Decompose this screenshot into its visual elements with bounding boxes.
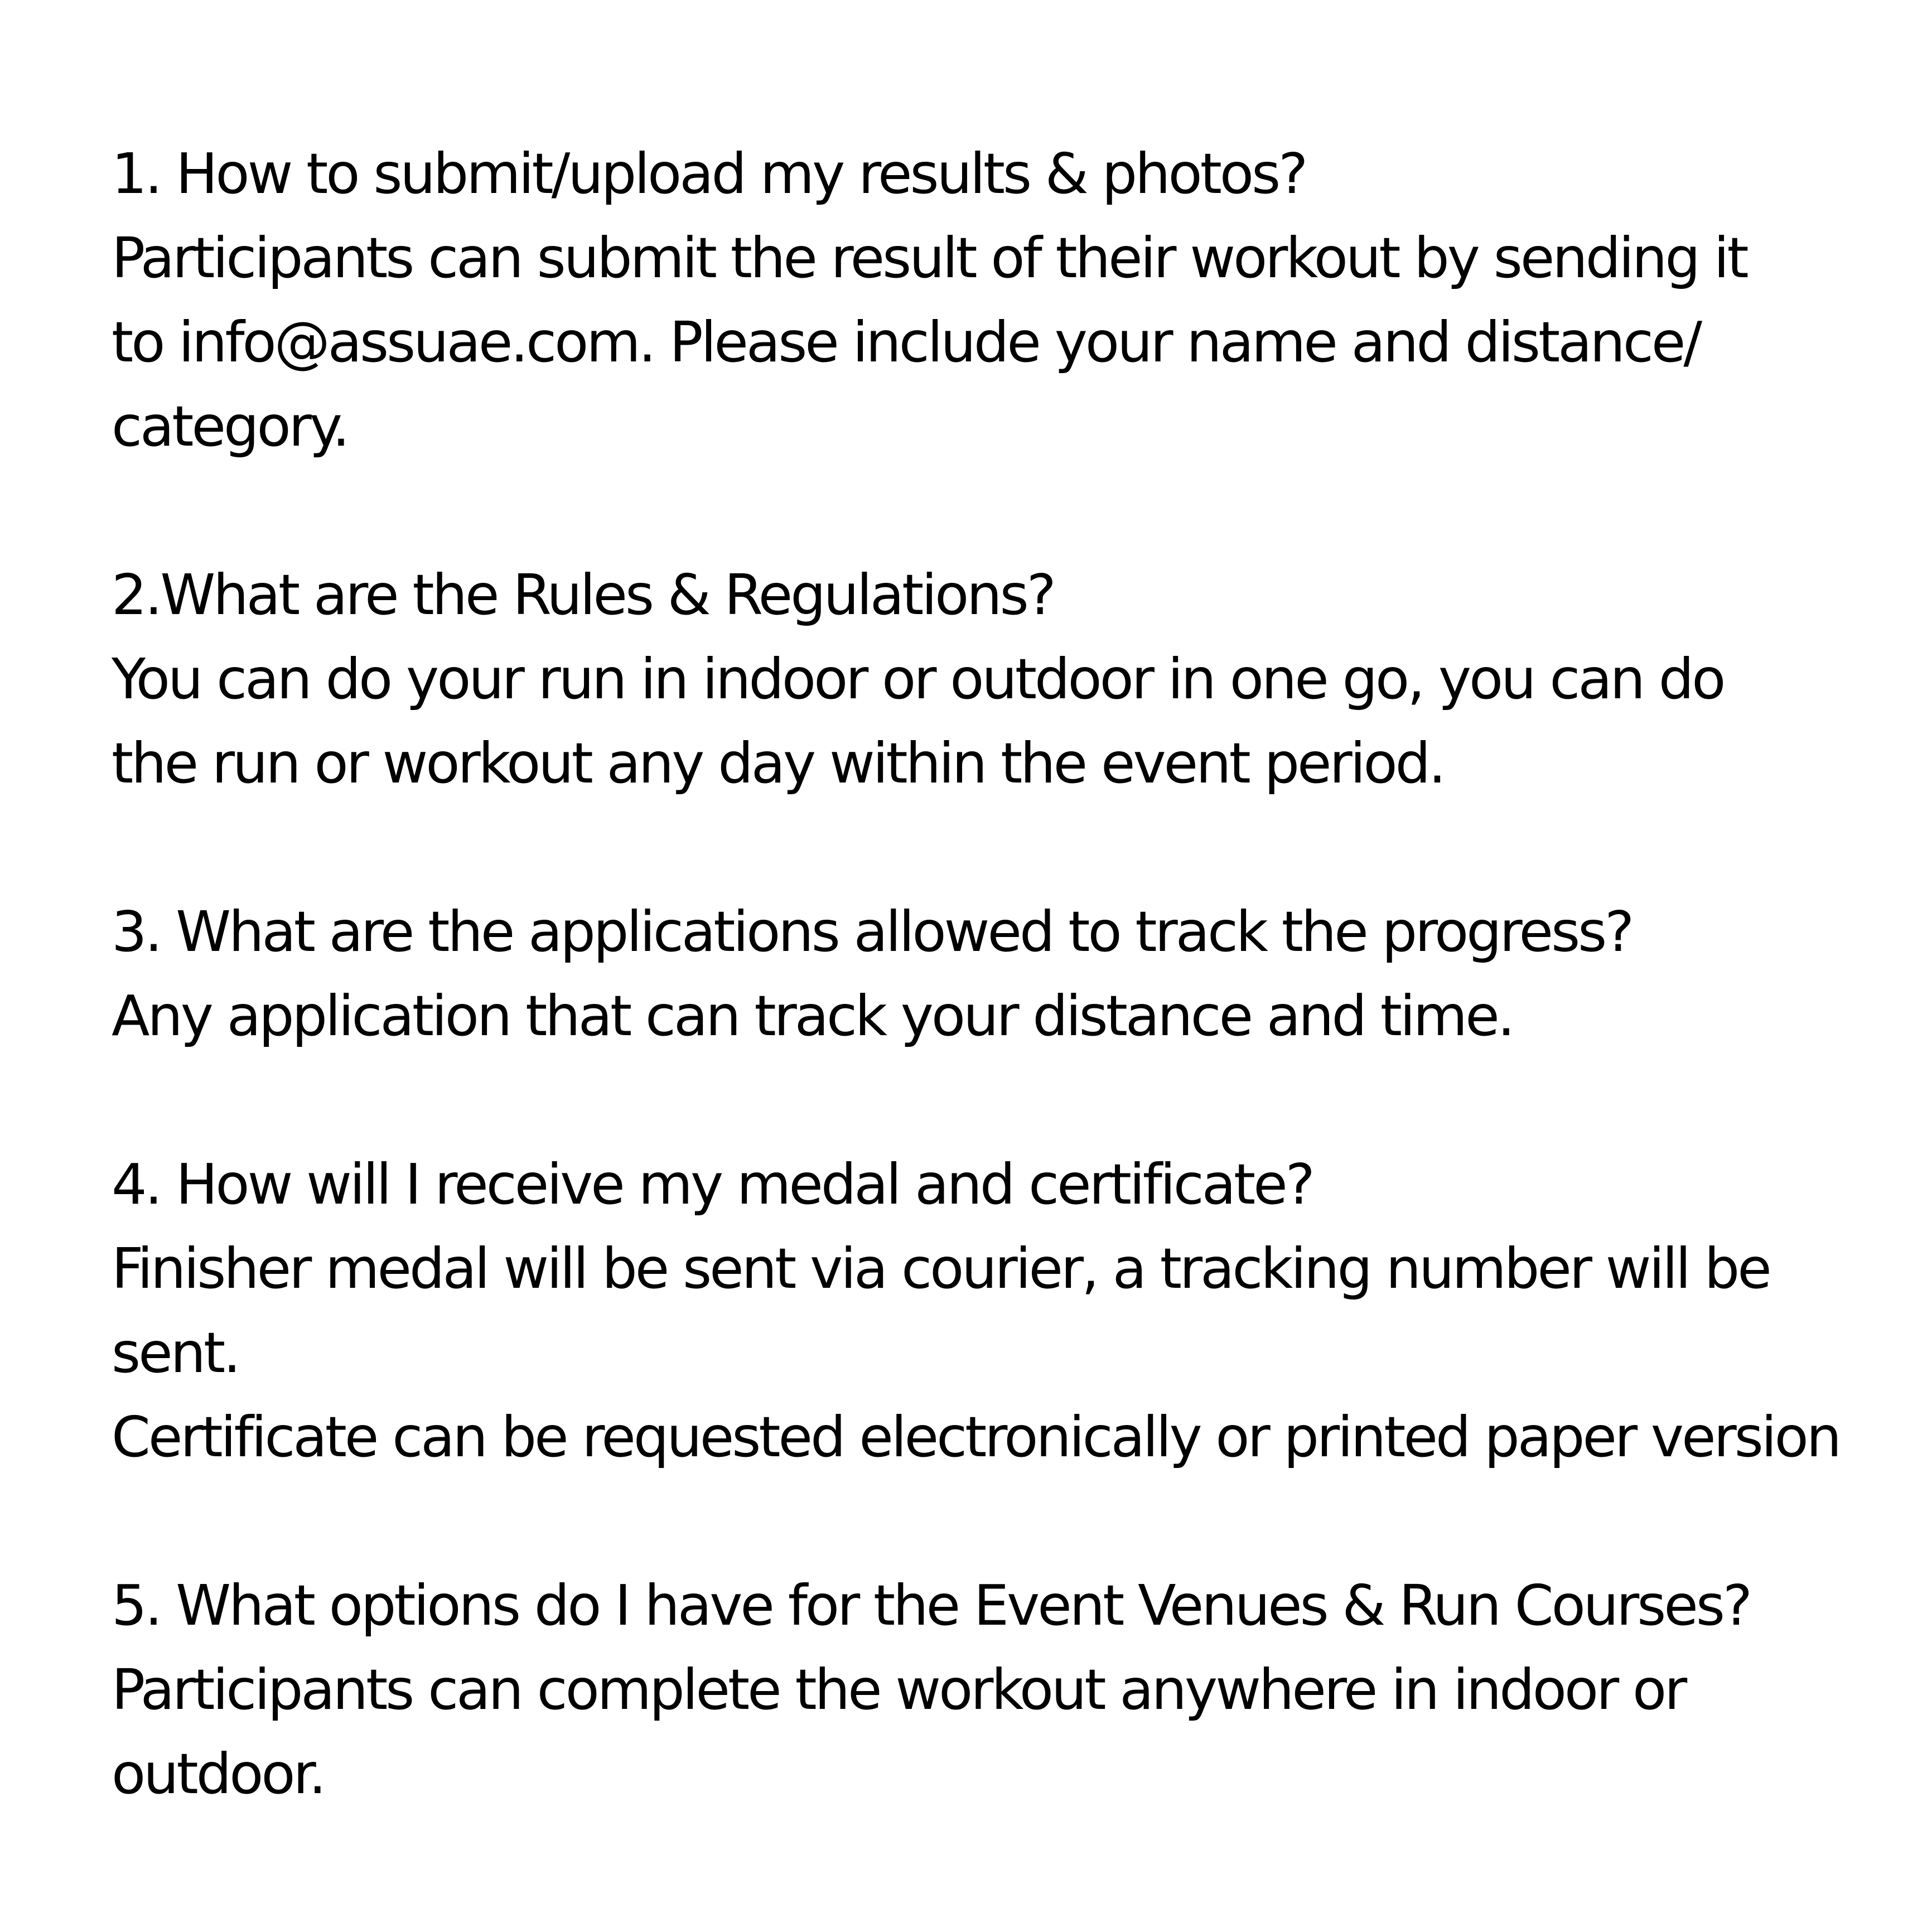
faq-answer-line: Finisher medal will be sent via courier, a tracking number will be — [112, 1236, 1770, 1301]
faq-answer-line: the run or workout any day within the event period. — [112, 731, 1444, 796]
faq-item — [112, 553, 1896, 805]
faq-answer-line: to info@assuae.com. Please include your name and distance/ — [112, 310, 1701, 375]
faq-answer-line: outdoor. — [112, 1741, 325, 1807]
faq-answer-line: Certificate can be requested electronically or printed paper version — [112, 1404, 1840, 1470]
faq-item — [112, 1142, 1896, 1479]
faq-answer-line: You can do your run in indoor or outdoor in one go, you can do — [112, 646, 1724, 712]
faq-question: 4. How will I receive my medal and certificate? — [112, 1152, 1313, 1217]
faq-question: 5. What options do I have for the Event Venues & Run Courses? — [112, 1573, 1751, 1638]
faq-answer-line: Participants can complete the workout anywhere in indoor or — [112, 1657, 1685, 1722]
faq-answer-line: Participants can submit the result of their workout by sending it — [112, 225, 1747, 291]
faq-question: 2.What are the Rules & Regulations? — [112, 562, 1054, 627]
spacer — [112, 468, 1896, 553]
faq-question: 1. How to submit/upload my results & photos? — [112, 141, 1306, 206]
faq-answer-line: Any application that can track your distance and time. — [112, 983, 1513, 1049]
faq-answer-line: category. — [112, 394, 348, 459]
spacer — [112, 1058, 1896, 1142]
faq-answer-line: sent. — [112, 1320, 239, 1385]
faq-item — [112, 1563, 1896, 1816]
spacer — [112, 805, 1896, 890]
faq-item — [112, 890, 1896, 1058]
faq-list — [112, 132, 1896, 1816]
spacer — [112, 1479, 1896, 1563]
faq-item — [112, 132, 1896, 468]
faq-question: 3. What are the applications allowed to track the progress? — [112, 899, 1632, 964]
